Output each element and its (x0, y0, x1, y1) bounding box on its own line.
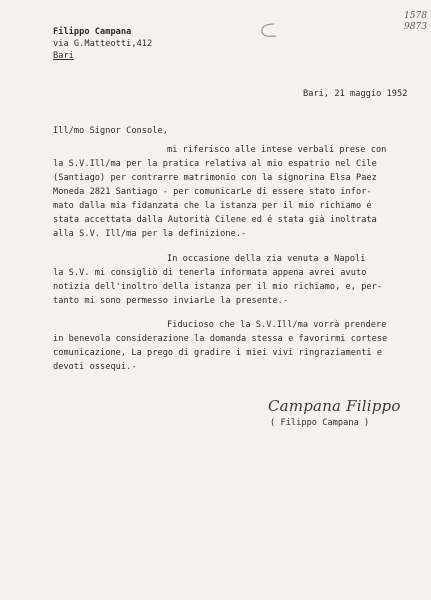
body-line: devoti ossequi.- (53, 362, 137, 372)
body-line: Moneda 2821 Santiago - per comunicarLe di essere stato infor- (53, 187, 372, 197)
body-line: la S.V.Ill/ma per la pratica relativa al mio espatrio nel Cile (53, 159, 377, 169)
salutation: Ill/mo Signor Console, (53, 126, 168, 136)
typed-signature: ( Filippo Campana ) (270, 418, 370, 428)
sender-city: Bari (53, 51, 74, 61)
body-line: notizia dell'inoltro della istanza per il mio richiamo, e, per- (53, 282, 383, 292)
date-line: Bari, 21 maggio 1952 (303, 89, 408, 99)
archive-mark-2: 9873 (404, 22, 428, 32)
body-line: mi riferisco alle intese verbali prese con (167, 145, 387, 155)
body-line: stata accettata dalla Autorità Cilene ed é stata già inoltrata (53, 215, 377, 225)
sender-street: via G.Matteotti,412 (53, 39, 153, 49)
body-line: la S.V. mi consigliò di tenerla informata appena avrei avuto (53, 268, 367, 278)
body-line: alla S.V. Ill/ma per la definizione.- (53, 229, 247, 239)
body-line: Fiducioso che la S.V.Ill/ma vorrà prendere (167, 320, 387, 330)
handwritten-signature: Campana Filippo (268, 397, 401, 415)
sender-name: Filippo Campana (53, 27, 132, 37)
body-line: in benevola considerazione la domanda stessa e favorirmi cortese (53, 334, 388, 344)
body-line: tanto mi sono permesso inviarLe la presente.- (53, 296, 289, 306)
pencil-bracket-mark (256, 22, 278, 40)
body-line: In occasione della zia venuta a Napoli (167, 254, 366, 264)
archive-mark-1: 1578 (404, 11, 428, 21)
body-line: (Santiago) per contrarre matrimonio con la signorina Elsa Paez (53, 173, 377, 183)
body-line: comunicazione, La prego di gradire i miei vivi ringraziamenti e (53, 348, 383, 358)
body-line: mato dalla mia fidanzata che la istanza per il mio richiamo é (53, 201, 372, 211)
